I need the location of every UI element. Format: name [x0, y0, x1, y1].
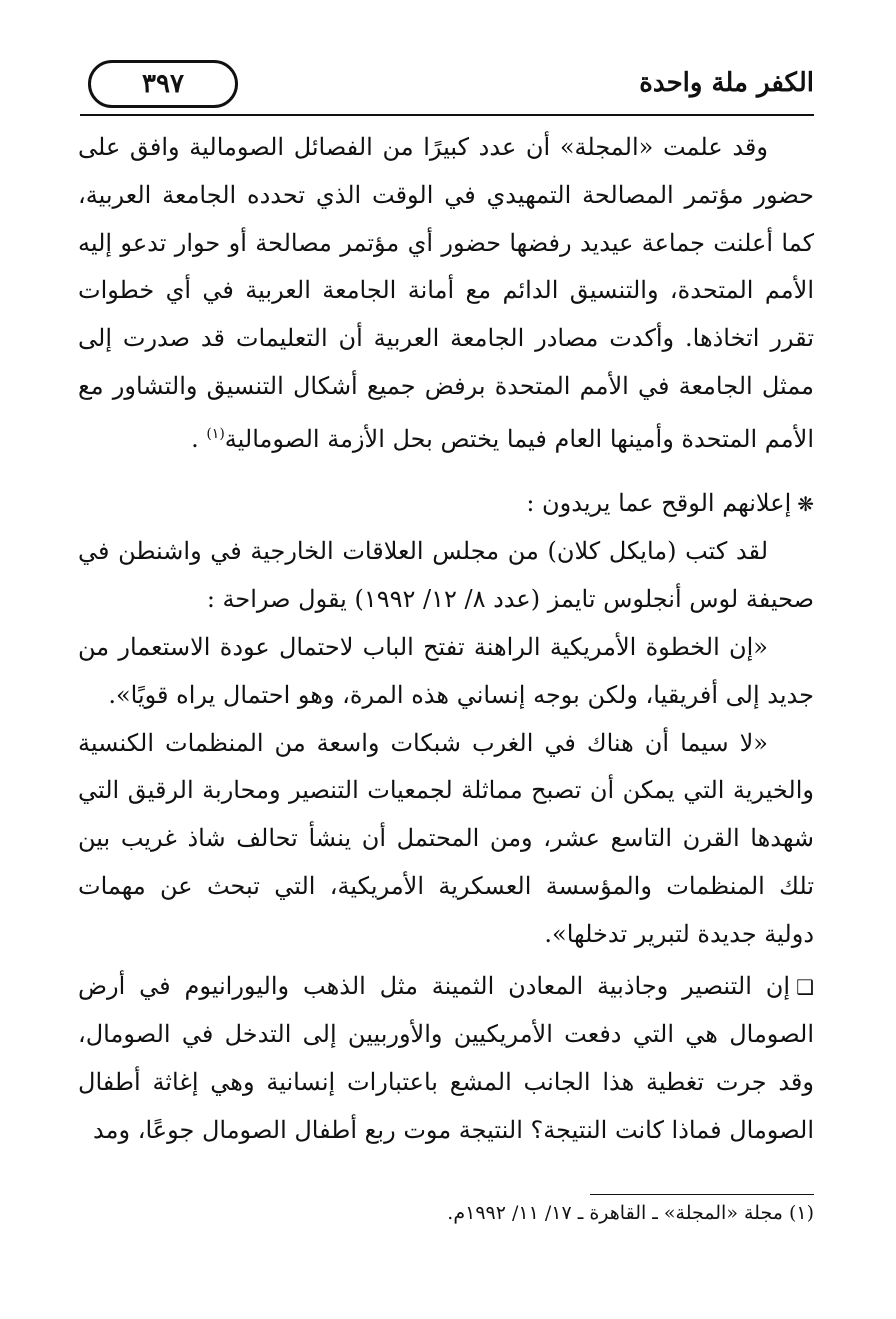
footnote-rule [590, 1194, 814, 1195]
subheading-text: إعلانهم الوقح عما يريدون : [526, 488, 792, 517]
last-paragraph [78, 963, 814, 1155]
page-header [80, 58, 814, 118]
paragraph-2: لقد كتب (مايكل كلان) من مجلس العلاقات الخارجية في واشنطن في صحيفة لوس أنجلوس تايمز (عدد ٨/ ١٢/ ١٩٩٢) يقول صراحة : [78, 537, 814, 614]
page-number-frame [88, 60, 238, 108]
subheading [78, 480, 814, 529]
running-title: الكفر ملة واحدة [639, 68, 814, 98]
page-number: ٣٩٧ [142, 69, 184, 99]
asterisk-icon: ❋ [797, 491, 814, 516]
square-bullet-icon: ❑ [796, 974, 814, 999]
footnote-reference: (١) [206, 425, 225, 442]
header-rule [80, 114, 814, 116]
body-text [78, 124, 814, 1155]
paragraph-1 [78, 124, 814, 464]
quote-1: «إن الخطوة الأمريكية الراهنة تفتح الباب لاحتمال عودة الاستعمار من جديد إلى أفريقيا، ولكن بوجه إنساني هذه المرة، وهو احتمال يراه قويًا». [78, 632, 814, 709]
paragraph-1-text: وقد علمت «المجلة» أن عدد كبيرًا من الفصائل الصومالية وافق على حضور مؤتمر المصالحة التمهيدي في الوقت الذي تحدده الجامعة العربية، كما أعلنت جماعة عيديد رفضها حضور أي مؤتمر مصالحة أو حوار تدعو إليه الأمم المتحدة، والتنسيق الدائم مع أمانة الجامعة العربية في أي خطوات تقرر اتخاذها. وأكدت مصادر الجامعة العربية أن التعليمات قد صدرت إلى ممثل الجامعة في الأمم المتحدة برفض جميع أشكال التنسيق والتشاور مع الأمم المتحدة وأمينها العام فيما يختص بحل الأزمة الصومالية [78, 133, 814, 453]
last-paragraph-text: إن التنصير وجاذبية المعادن الثمينة مثل الذهب واليورانيوم في أرض الصومال هي التي دفعت الأمريكيين والأوربيين إلى التدخل في الصومال، وقد جرت تغطية هذا الجانب المشع باعتبارات إنسانية وهي إغاثة أطفال الصومال فماذا كانت النتيجة؟ النتيجة موت ربع أطفال الصومال جوعًا، ومد [78, 971, 814, 1144]
paragraph-1-tail: . [191, 424, 207, 453]
footnote: (١) مجلة «المجلة» ـ القاهرة ـ ١٧/ ١١/ ١٩٩٢م. [447, 1202, 814, 1224]
quote-2: «لا سيما أن هناك في الغرب شبكات واسعة من المنظمات الكنسية والخيرية التي يمكن أن تصبح مماثلة لجمعيات التنصير ومحاربة الرقيق التي شهدها القرن التاسع عشر، ومن المحتمل أن ينشأ تحالف شاذ غريب بين تلك المنظمات والمؤسسة العسكرية الأمريكية، التي تبحث عن مهمات دولية جديدة لتبرير تدخلها». [78, 728, 814, 948]
